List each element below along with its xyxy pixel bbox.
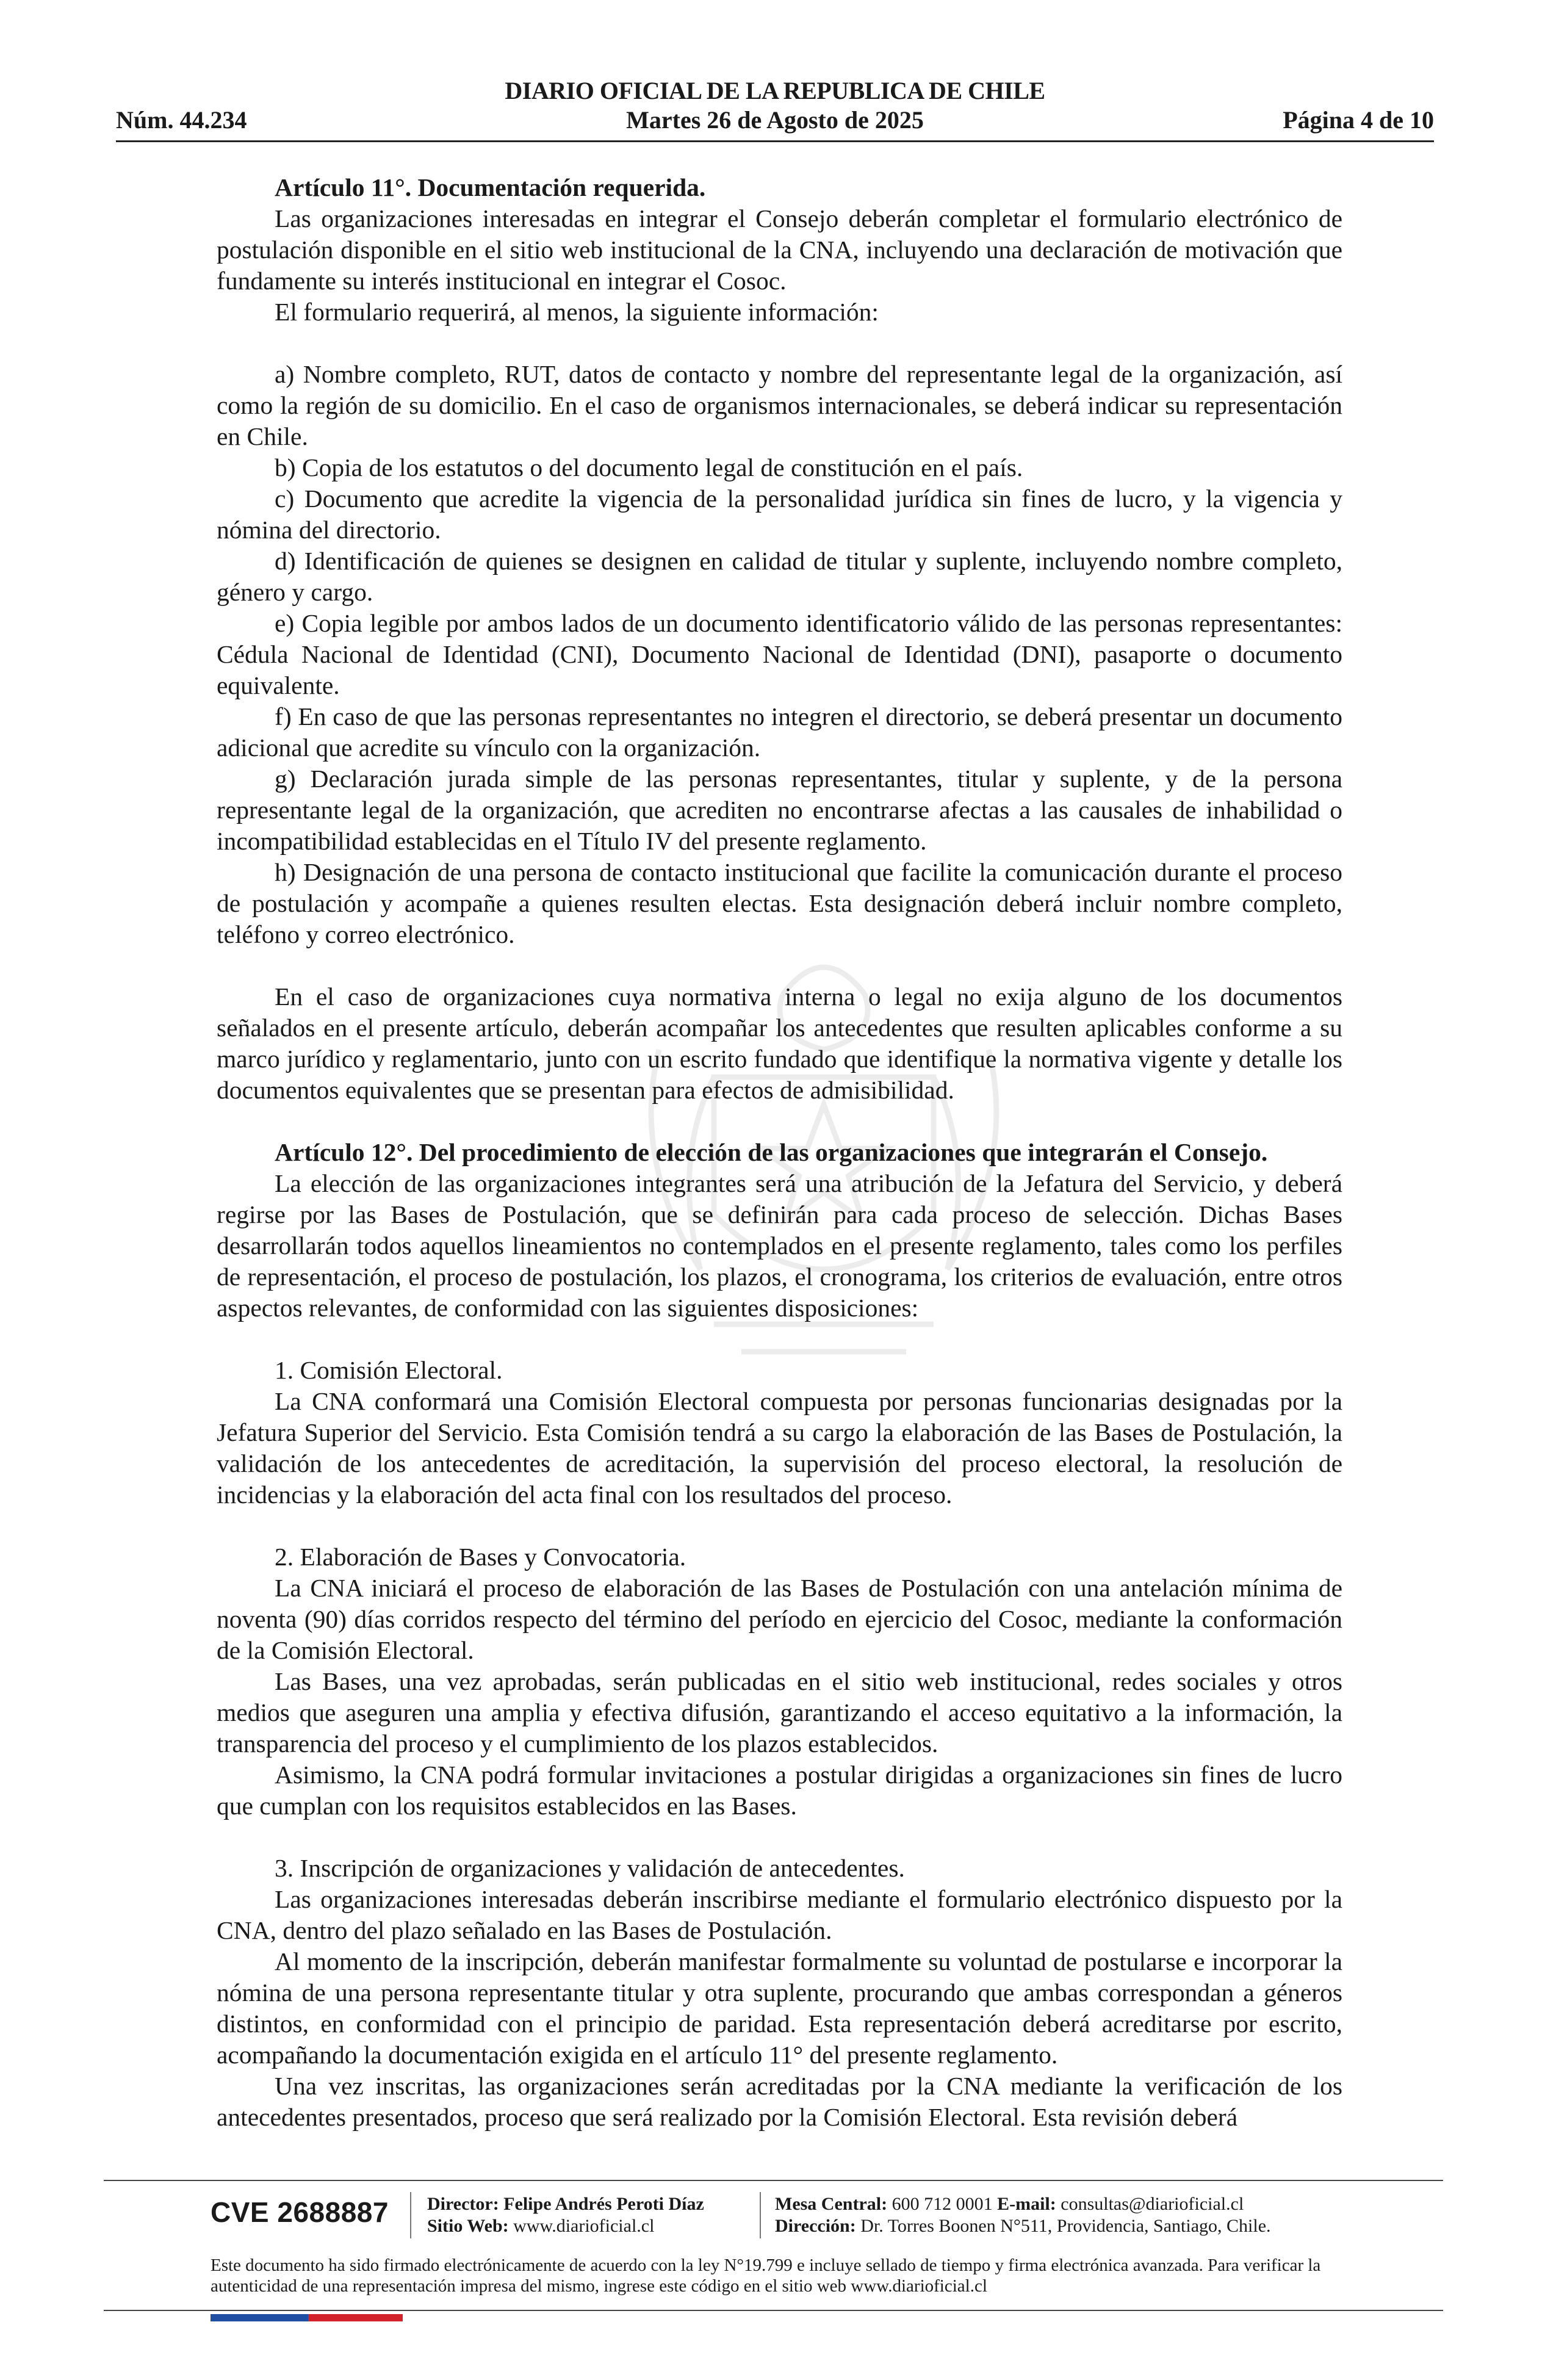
paragraph: Al momento de la inscripción, deberán manifestar formalmente su voluntad de postularse e incorporar la nómina de una persona representante titular y otra suplente, procurando que ambas correspondan a géneros distintos, en conformidad con el principio de paridad. Esta representación deberá acreditarse por escrito, acompañando la documentación exigida en el artículo 11° del presente reglamento.	[217, 1947, 1342, 2069]
section-2-title: 2. Elaboración de Bases y Convocatoria.	[275, 1543, 686, 1571]
document-body	[217, 172, 1342, 2133]
director-name: Felipe Andrés Peroti Díaz	[503, 2194, 704, 2214]
electronic-signature-note: Este documento ha sido firmado electrónicamente de acuerdo con la ley N°19.799 e incluye sellado de tiempo y firma electrónica avanzada. Para verificar la autenticidad de una representación impresa del mismo, ingrese este código en el sitio web www.diarioficial.cl	[211, 2256, 1321, 2296]
list-item-g: g) Declaración jurada simple de las personas representantes, titular y suplente, y de la persona representante legal de la organización, que acrediten no encontrarse afectas a las causales de inhabilidad o incompatibilidad establecidas en el Título IV del presente reglamento.	[217, 765, 1342, 855]
flag-stripe-red	[308, 2314, 403, 2321]
list-item-a: a) Nombre completo, RUT, datos de contacto y nombre del representante legal de la organización, así como la región de su domicilio. En el caso de organismos internacionales, se deberá indicar su representación en Chile.	[217, 360, 1342, 450]
list-item-f: f) En caso de que las personas representantes no integren el directorio, se deberá presentar un documento adicional que acredite su vínculo con la organización.	[217, 702, 1342, 762]
phone-label: Mesa Central:	[775, 2194, 888, 2214]
paragraph: En el caso de organizaciones cuya normativa interna o legal no exija alguno de los documentos señalados en el presente artículo, deberán acompañar los antecedentes que resulten aplicables conforme a su marco jurídico y reglamentario, junto con un escrito fundado que identifique la normativa vigente y detalle los documentos equivalentes que se presentan para efectos de admisibilidad.	[217, 983, 1342, 1104]
paragraph: Una vez inscritas, las organizaciones serán acreditadas por la CNA mediante la verificación de los antecedentes presentados, proceso que será realizado por la Comisión Electoral. Esta revisión deberá	[217, 2072, 1342, 2131]
director-label: Director:	[427, 2194, 499, 2214]
list-item-h: h) Designación de una persona de contacto institucional que facilite la comunicación durante el proceso de postulación y acompañe a quienes resulten electas. Esta designación deberá incluir nombre completo, teléfono y correo electrónico.	[217, 858, 1342, 948]
website-link[interactable]: www.diarioficial.cl	[513, 2216, 655, 2236]
publication-title: DIARIO OFICIAL DE LA REPUBLICA DE CHILE	[505, 77, 1045, 104]
paragraph: La CNA iniciará el proceso de elaboración de las Bases de Postulación con una antelación mínima de noventa (90) días corridos respecto del término del período en ejercicio del Cosoc, mediante la conformación de la Comisión Electoral.	[217, 1574, 1342, 1664]
spacer	[217, 1510, 1342, 1542]
article-11-title: Artículo 11°. Documentación requerida.	[275, 173, 706, 201]
cve-code: CVE 2688887	[211, 2196, 389, 2228]
flag-stripe-blue	[211, 2314, 308, 2321]
list-item-e: e) Copia legible por ambos lados de un documento identificatorio válido de las personas representantes: Cédula Nacional de Identidad (CNI), Documento Nacional de Identidad (DNI), pasaporte o documento equivalente.	[217, 609, 1342, 699]
spacer	[217, 1106, 1342, 1137]
header-divider	[116, 140, 1434, 142]
spacer	[217, 1324, 1342, 1355]
paragraph: Las Bases, una vez aprobadas, serán publicadas en el sitio web institucional, redes sociales y otros medios que aseguren una amplia y efectiva difusión, garantizando el acceso equitativo a la información, la transparencia del proceso y el cumplimiento de los plazos establecidos.	[217, 1667, 1342, 1758]
list-item-d: d) Identificación de quienes se designen en calidad de titular y suplente, incluyendo nombre completo, género y cargo.	[217, 547, 1342, 606]
footer-director-block	[427, 2193, 704, 2237]
page-number: Página 4 de 10	[1283, 106, 1434, 134]
address-label: Dirección:	[775, 2216, 856, 2236]
article-12-title: Artículo 12°. Del procedimiento de elección de las organizaciones que integrarán el Consejo.	[275, 1138, 1268, 1166]
section-1-title: 1. Comisión Electoral.	[275, 1356, 503, 1384]
paragraph: Las organizaciones interesadas en integrar el Consejo deberán completar el formulario electrónico de postulación disponible en el sitio web institucional de la CNA, incluyendo una declaración de motivación que fundamente su interés institucional en integrar el Cosoc.	[217, 204, 1342, 295]
email-label: E-mail:	[997, 2194, 1056, 2214]
footer-separator	[760, 2192, 761, 2238]
email-link[interactable]: consultas@diarioficial.cl	[1061, 2194, 1244, 2214]
spacer	[217, 950, 1342, 981]
paragraph: Las organizaciones interesadas deberán inscribirse mediante el formulario electrónico dispuesto por la CNA, dentro del plazo señalado en las Bases de Postulación.	[217, 1885, 1342, 1944]
paragraph: El formulario requerirá, al menos, la siguiente información:	[275, 298, 879, 326]
publication-date: Martes 26 de Agosto de 2025	[626, 106, 924, 134]
spacer	[217, 1822, 1342, 1853]
spacer	[217, 328, 1342, 359]
paragraph: La elección de las organizaciones integrantes será una atribución de la Jefatura del Servicio, y deberá regirse por las Bases de Postulación, que se definirán para cada proceso de selección. Dichas Bases desarrollarán todos aquellos lineamientos no contemplados en el presente reglamento, tales como los perfiles de representación, el proceso de postulación, los plazos, el cronograma, los criterios de evaluación, entre otros aspectos relevantes, de conformidad con las siguientes disposiciones:	[217, 1169, 1342, 1322]
list-item-b: b) Copia de los estatutos o del documento legal de constitución en el país.	[275, 453, 1023, 481]
phone-number: 600 712 0001	[891, 2194, 993, 2214]
footer-divider-bottom	[104, 2310, 1443, 2311]
page-header	[116, 76, 1434, 142]
footer-separator	[410, 2192, 411, 2238]
issue-number: Núm. 44.234	[116, 106, 247, 134]
website-label: Sitio Web:	[427, 2216, 509, 2236]
footer-divider-top	[104, 2180, 1443, 2181]
footer-contact-block	[775, 2193, 1271, 2237]
paragraph: La CNA conformará una Comisión Electoral compuesta por personas funcionarias designadas por la Jefatura Superior del Servicio. Esta Comisión tendrá a su cargo la elaboración de las Bases de Postulación, la validación de los antecedentes de acreditación, la supervisión del proceso electoral, la resolución de incidencias y la elaboración del acta final con los resultados del proceso.	[217, 1387, 1342, 1509]
paragraph: Asimismo, la CNA podrá formular invitaciones a postular dirigidas a organizaciones sin fines de lucro que cumplan con los requisitos establecidos en las Bases.	[217, 1761, 1342, 1820]
page-footer	[104, 2185, 1443, 2264]
list-item-c: c) Documento que acredite la vigencia de la personalidad jurídica sin fines de lucro, y la vigencia y nómina del directorio.	[217, 485, 1342, 544]
section-3-title: 3. Inscripción de organizaciones y validación de antecedentes.	[275, 1854, 905, 1882]
address-value: Dr. Torres Boonen N°511, Providencia, Santiago, Chile.	[860, 2216, 1271, 2236]
